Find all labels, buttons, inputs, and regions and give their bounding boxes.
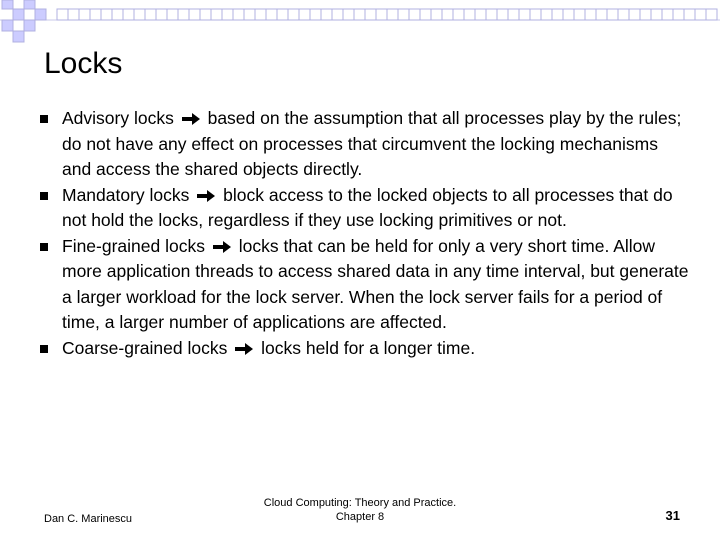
right-arrow-icon (234, 342, 254, 356)
bullet-list (40, 106, 690, 361)
page-number: 31 (665, 508, 680, 523)
right-arrow-icon (181, 112, 201, 126)
square-bullet-icon (40, 243, 48, 251)
bullet-item-coarse-grained-locks (40, 336, 690, 362)
bullet-item-advisory-locks (40, 106, 690, 183)
right-arrow-icon (212, 240, 232, 254)
bullet-text: based on the assumption that all processes play by the rules; do not have any effect on processes that circumvent the locking mechanisms and access the shared objects directly. (62, 108, 682, 179)
bullet-text: locks that can be held for only a very short time. Allow more application threads to access shared data in any time interval, but generate a larger workload for the lock server. When the lock server fails for a period of time, a larger number of applications are affected. (62, 235, 689, 332)
slide-title: Locks (44, 47, 123, 80)
bullet-term: Coarse-grained locks (62, 337, 228, 358)
bullet-item-mandatory-locks (40, 183, 690, 234)
bullet-item-fine-grained-locks (40, 234, 690, 336)
bullet-text: block access to the locked objects to all processes that do not hold the locks, regardless if they use locking primitives or not. (62, 184, 673, 230)
footer-book-title: Cloud Computing: Theory and Practice. (263, 497, 457, 509)
bullet-term: Advisory locks (62, 108, 174, 128)
bullet-text: locks held for a longer time. (261, 337, 476, 358)
checker-pattern (0, 0, 720, 50)
square-bullet-icon (40, 345, 48, 353)
bullet-term: Fine-grained locks (62, 235, 205, 256)
footer-book-info (240, 496, 480, 524)
footer-chapter: Chapter 8 (335, 511, 385, 523)
header-decoration (0, 0, 720, 50)
bullet-term: Mandatory locks (62, 184, 190, 205)
square-bullet-icon (40, 115, 48, 123)
right-arrow-icon (196, 189, 216, 203)
footer-author: Dan C. Marinescu (44, 513, 133, 525)
square-bullet-icon (40, 192, 48, 200)
